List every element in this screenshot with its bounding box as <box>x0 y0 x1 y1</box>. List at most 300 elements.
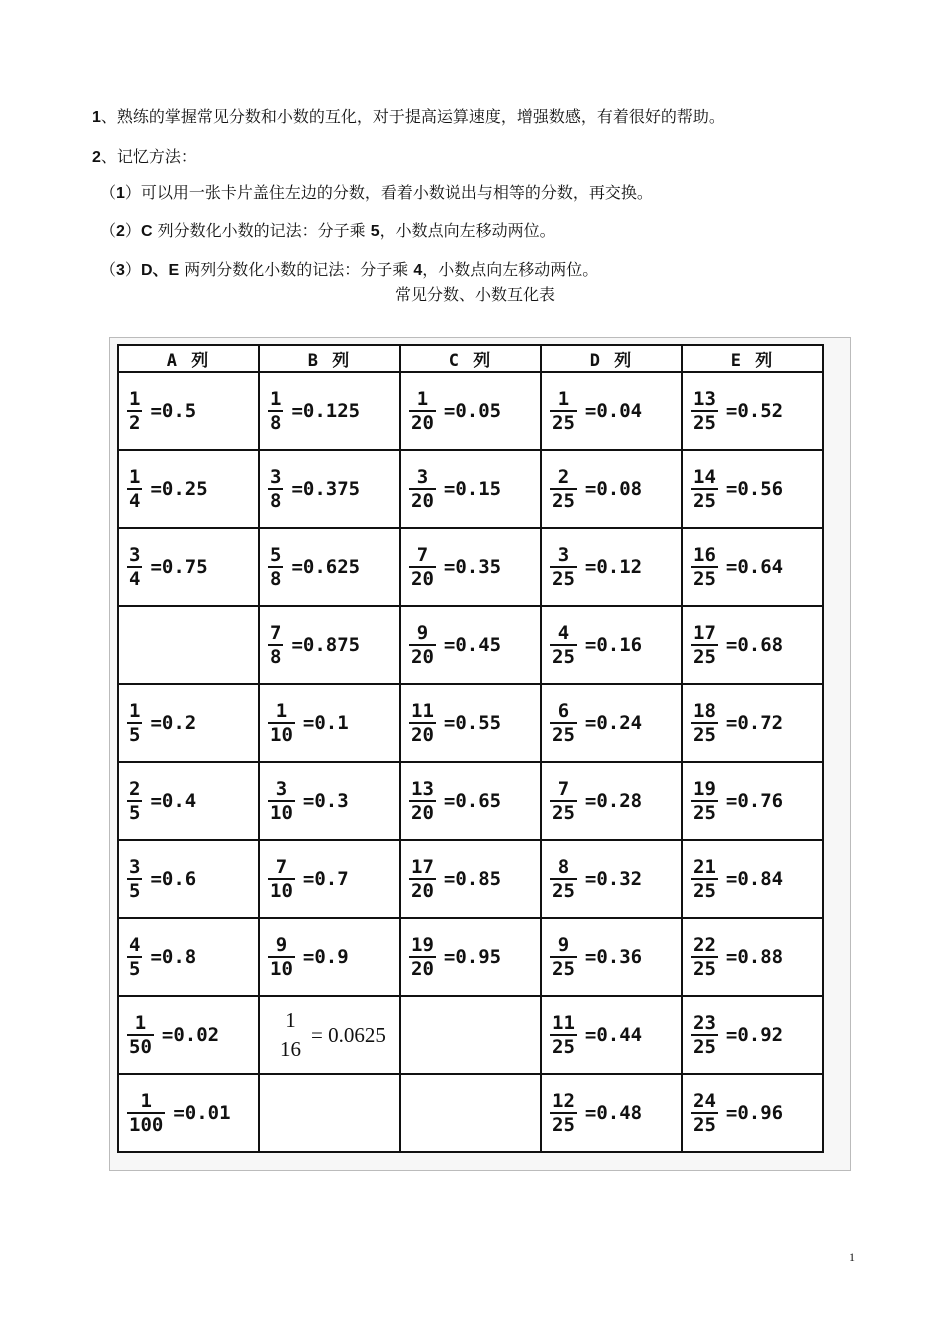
table-row <box>118 762 823 840</box>
denominator: 20 <box>411 646 434 668</box>
fraction <box>409 544 436 590</box>
numerator: 14 <box>693 466 716 488</box>
fraction-equation <box>683 778 822 824</box>
table-cell <box>682 528 823 606</box>
numerator: 19 <box>411 934 434 956</box>
table-cell <box>259 528 400 606</box>
denominator: 25 <box>552 724 575 746</box>
fraction-equation <box>401 934 540 980</box>
decimal-value: =0.875 <box>291 634 361 656</box>
fraction <box>691 388 718 434</box>
denominator: 5 <box>129 724 141 746</box>
decimal-value: =0.08 <box>584 478 643 500</box>
fraction <box>409 622 436 668</box>
fraction-equation <box>542 466 681 512</box>
denominator: 16 <box>280 1037 301 1061</box>
table-cell <box>400 684 541 762</box>
table-cell <box>682 918 823 996</box>
table-cell <box>259 606 400 684</box>
denominator: 5 <box>129 802 141 824</box>
decimal-value: =0.16 <box>584 634 643 656</box>
table-cell <box>400 840 541 918</box>
table-cell <box>259 840 400 918</box>
denominator: 25 <box>693 1114 716 1136</box>
fraction-equation <box>683 622 822 668</box>
fraction-equation <box>260 388 399 434</box>
fraction-equation <box>260 544 399 590</box>
table-row <box>118 528 823 606</box>
fraction <box>409 388 436 434</box>
fraction-equation <box>119 934 258 980</box>
table-cell <box>541 528 682 606</box>
fraction-equation <box>260 466 399 512</box>
fraction <box>550 778 577 824</box>
table-cell <box>118 450 259 528</box>
decimal-value: =0.88 <box>725 946 784 968</box>
table-cell <box>118 606 259 684</box>
denominator: 8 <box>270 412 282 434</box>
fraction-equation <box>683 388 822 434</box>
column-header: A 列 <box>118 345 259 372</box>
decimal-value: =0.02 <box>161 1024 220 1046</box>
decimal-value: =0.7 <box>302 868 349 890</box>
table-cell <box>682 840 823 918</box>
fraction-equation <box>683 544 822 590</box>
fraction-equation <box>542 1012 681 1058</box>
decimal-value: =0.4 <box>150 790 197 812</box>
column-header: E 列 <box>682 345 823 372</box>
decimal-value: =0.76 <box>725 790 784 812</box>
table-cell <box>118 762 259 840</box>
numerator: 13 <box>693 388 716 410</box>
table-cell <box>118 996 259 1074</box>
decimal-value: =0.125 <box>291 400 361 422</box>
numerator: 17 <box>693 622 716 644</box>
denominator: 25 <box>552 568 575 590</box>
fraction <box>691 466 718 512</box>
fraction-equation <box>683 934 822 980</box>
fraction-equation <box>260 934 399 980</box>
table-cell <box>118 528 259 606</box>
denominator: 10 <box>270 880 293 902</box>
decimal-value: =0.01 <box>173 1102 231 1124</box>
decimal-value: =0.52 <box>725 400 784 422</box>
denominator: 25 <box>552 880 575 902</box>
fraction-equation <box>401 700 540 746</box>
fraction-equation <box>542 622 681 668</box>
denominator: 25 <box>693 802 716 824</box>
fraction-equation <box>542 934 681 980</box>
denominator: 25 <box>552 490 575 512</box>
numerator: 3 <box>557 544 570 566</box>
denominator: 20 <box>411 412 434 434</box>
denominator: 25 <box>552 958 575 980</box>
fraction <box>550 1012 577 1058</box>
fraction <box>268 856 295 902</box>
table-cell <box>118 372 259 450</box>
table-cell <box>400 1074 541 1152</box>
fraction <box>268 466 283 512</box>
numerator: 2 <box>557 466 570 488</box>
fraction <box>127 1090 165 1136</box>
table-cell <box>400 528 541 606</box>
fraction <box>409 856 436 902</box>
fraction <box>691 700 718 746</box>
denominator: 25 <box>552 802 575 824</box>
fraction-equation <box>260 856 399 902</box>
intro-paragraph: 1、熟练的掌握常见分数和小数的互化，对于提高运算速度，增强数感，有着很好的帮助。 <box>92 107 725 126</box>
fraction <box>550 1090 577 1136</box>
numerator: 1 <box>557 388 570 410</box>
fraction <box>550 466 577 512</box>
decimal-value: =0.24 <box>584 712 643 734</box>
table-caption: 常见分数、小数互化表 <box>394 285 555 304</box>
fraction-decimal-table <box>117 344 824 1153</box>
decimal-value: =0.3 <box>302 790 349 812</box>
numerator: 16 <box>693 544 716 566</box>
table-cell <box>541 684 682 762</box>
numerator: 5 <box>270 544 282 566</box>
numerator: 7 <box>275 856 288 878</box>
decimal-value: =0.65 <box>443 790 502 812</box>
table-cell <box>118 840 259 918</box>
denominator: 25 <box>693 1036 716 1058</box>
fraction <box>268 778 295 824</box>
fraction <box>127 778 142 824</box>
denominator: 25 <box>552 1036 575 1058</box>
fraction <box>127 700 142 746</box>
table-cell <box>259 684 400 762</box>
denominator: 25 <box>693 724 716 746</box>
denominator: 20 <box>411 958 434 980</box>
denominator: 50 <box>129 1036 152 1058</box>
table-cell <box>541 372 682 450</box>
denominator: 25 <box>693 490 716 512</box>
numerator: 2 <box>129 778 141 800</box>
numerator: 3 <box>270 466 282 488</box>
decimal-value: =0.9 <box>302 946 349 968</box>
denominator: 8 <box>270 568 282 590</box>
decimal-value: =0.12 <box>584 556 643 578</box>
decimal-value: = 0.0625 <box>311 1022 386 1047</box>
decimal-value: =0.48 <box>584 1102 643 1124</box>
decimal-value: =0.45 <box>443 634 502 656</box>
fraction-equation <box>542 778 681 824</box>
fraction-equation <box>119 466 258 512</box>
table-cell <box>400 450 541 528</box>
table-cell <box>541 996 682 1074</box>
table-cell <box>259 450 400 528</box>
numerator: 19 <box>693 778 716 800</box>
denominator: 20 <box>411 490 434 512</box>
denominator: 25 <box>693 412 716 434</box>
table-cell <box>541 762 682 840</box>
table-row <box>118 1074 823 1152</box>
fraction <box>691 622 718 668</box>
numerator: 1 <box>140 1090 152 1112</box>
fraction <box>550 934 577 980</box>
fraction-equation <box>260 622 399 668</box>
denominator: 2 <box>129 412 141 434</box>
fraction-equation <box>401 622 540 668</box>
table-cell <box>400 372 541 450</box>
decimal-value: =0.68 <box>725 634 784 656</box>
decimal-value: =0.8 <box>150 946 197 968</box>
numerator: 8 <box>557 856 570 878</box>
fraction-equation <box>260 778 399 824</box>
decimal-value: =0.6 <box>150 868 197 890</box>
denominator: 25 <box>693 880 716 902</box>
fraction-equation <box>260 700 399 746</box>
numerator: 17 <box>411 856 434 878</box>
numerator: 23 <box>693 1012 716 1034</box>
decimal-value: =0.64 <box>725 556 784 578</box>
method-step-2: （2）C 列分数化小数的记法：分子乘 5，小数点向左移动两位。 <box>100 221 556 240</box>
fraction-equation <box>683 1090 822 1136</box>
denominator: 25 <box>693 568 716 590</box>
denominator: 8 <box>270 646 282 668</box>
denominator: 25 <box>693 646 716 668</box>
table-cell <box>259 996 400 1074</box>
fraction <box>550 622 577 668</box>
table-cell <box>400 762 541 840</box>
table-row <box>118 996 823 1074</box>
fraction <box>127 856 142 902</box>
table-cell <box>682 996 823 1074</box>
table-cell <box>400 918 541 996</box>
fraction-equation <box>401 388 540 434</box>
fraction <box>550 544 577 590</box>
table-cell <box>541 1074 682 1152</box>
table-cell <box>541 918 682 996</box>
numerator: 11 <box>552 1012 575 1034</box>
table-header-row <box>118 345 823 372</box>
method-step-1: （1）可以用一张卡片盖住左边的分数，看着小数说出与相等的分数，再交换。 <box>100 183 653 202</box>
fraction <box>550 700 577 746</box>
fraction <box>550 856 577 902</box>
denominator: 20 <box>411 880 434 902</box>
numerator: 11 <box>411 700 434 722</box>
fraction <box>409 466 436 512</box>
numerator: 1 <box>416 388 429 410</box>
table-cell <box>118 1074 259 1152</box>
fraction-equation <box>119 700 258 746</box>
table-cell <box>682 450 823 528</box>
denominator: 20 <box>411 568 434 590</box>
fraction-equation <box>260 1007 399 1063</box>
table-cell <box>541 840 682 918</box>
fraction-equation <box>119 544 258 590</box>
numerator: 9 <box>275 934 288 956</box>
decimal-value: =0.32 <box>584 868 643 890</box>
fraction <box>268 544 283 590</box>
denominator: 10 <box>270 802 293 824</box>
denominator: 25 <box>693 958 716 980</box>
numerator: 6 <box>557 700 570 722</box>
fraction-equation <box>542 544 681 590</box>
fraction-equation <box>683 700 822 746</box>
table-cell <box>682 1074 823 1152</box>
numerator: 4 <box>129 934 141 956</box>
fraction-equation <box>683 1012 822 1058</box>
table-cell <box>400 996 541 1074</box>
numerator: 22 <box>693 934 716 956</box>
table-cell <box>118 918 259 996</box>
decimal-value: =0.5 <box>150 400 197 422</box>
decimal-value: =0.96 <box>725 1102 784 1124</box>
table-row <box>118 840 823 918</box>
numerator: 1 <box>275 700 288 722</box>
decimal-value: =0.72 <box>725 712 784 734</box>
table-row <box>118 918 823 996</box>
decimal-value: =0.56 <box>725 478 784 500</box>
numerator: 24 <box>693 1090 716 1112</box>
denominator: 8 <box>270 490 282 512</box>
numerator: 7 <box>416 544 429 566</box>
fraction <box>127 1012 154 1058</box>
page-number: 1 <box>849 1250 855 1264</box>
table-row <box>118 450 823 528</box>
table-cell <box>682 606 823 684</box>
fraction-equation <box>119 388 258 434</box>
column-header: D 列 <box>541 345 682 372</box>
decimal-value: =0.2 <box>150 712 197 734</box>
numerator: 18 <box>693 700 716 722</box>
numerator: 4 <box>557 622 570 644</box>
fraction-equation <box>542 700 681 746</box>
fraction-equation <box>119 1012 258 1058</box>
table-cell <box>400 606 541 684</box>
column-header: B 列 <box>259 345 400 372</box>
denominator: 10 <box>270 724 293 746</box>
fraction <box>409 778 436 824</box>
decimal-value: =0.28 <box>584 790 643 812</box>
table-cell <box>118 684 259 762</box>
decimal-value: =0.15 <box>443 478 502 500</box>
denominator: 5 <box>129 958 141 980</box>
fraction-equation <box>401 856 540 902</box>
method-heading: 2、记忆方法： <box>92 147 197 166</box>
denominator: 10 <box>270 958 293 980</box>
fraction <box>127 388 142 434</box>
numerator: 13 <box>411 778 434 800</box>
numerator: 1 <box>285 1008 296 1032</box>
numerator: 9 <box>416 622 429 644</box>
fraction-equation <box>401 778 540 824</box>
table-row <box>118 684 823 762</box>
numerator: 3 <box>129 544 141 566</box>
decimal-value: =0.75 <box>150 556 208 578</box>
numerator: 1 <box>129 388 141 410</box>
decimal-value: =0.84 <box>725 868 784 890</box>
table-cell <box>541 606 682 684</box>
table-cell <box>259 918 400 996</box>
numerator: 1 <box>129 466 141 488</box>
numerator: 3 <box>129 856 141 878</box>
fraction <box>691 778 718 824</box>
numerator: 1 <box>134 1012 147 1034</box>
denominator: 25 <box>552 1114 575 1136</box>
decimal-value: =0.05 <box>443 400 502 422</box>
fraction <box>691 544 718 590</box>
fraction <box>409 700 436 746</box>
fraction-equation <box>401 466 540 512</box>
fraction <box>268 934 295 980</box>
table-cell <box>259 372 400 450</box>
table-cell <box>682 372 823 450</box>
table-cell <box>682 762 823 840</box>
fraction-equation <box>119 778 258 824</box>
denominator: 4 <box>129 568 141 590</box>
fraction <box>127 934 142 980</box>
decimal-value: =0.55 <box>443 712 502 734</box>
numerator: 1 <box>129 700 141 722</box>
numerator: 3 <box>275 778 288 800</box>
fraction <box>268 622 283 668</box>
table-cell <box>541 450 682 528</box>
decimal-value: =0.44 <box>584 1024 643 1046</box>
fraction <box>278 1007 303 1063</box>
fraction <box>691 1090 718 1136</box>
table-cell <box>259 762 400 840</box>
fraction <box>691 934 718 980</box>
denominator: 25 <box>552 412 575 434</box>
fraction-equation <box>119 1090 258 1136</box>
numerator: 12 <box>552 1090 575 1112</box>
fraction-equation <box>401 544 540 590</box>
numerator: 1 <box>270 388 282 410</box>
table-row <box>118 606 823 684</box>
denominator: 100 <box>129 1114 164 1136</box>
decimal-value: =0.1 <box>302 712 349 734</box>
denominator: 5 <box>129 880 141 902</box>
fraction <box>268 700 295 746</box>
decimal-value: =0.85 <box>443 868 502 890</box>
fraction-equation <box>542 1090 681 1136</box>
fraction <box>691 1012 718 1058</box>
column-header: C 列 <box>400 345 541 372</box>
table-cell <box>682 684 823 762</box>
denominator: 25 <box>552 646 575 668</box>
decimal-value: =0.92 <box>725 1024 784 1046</box>
numerator: 7 <box>557 778 570 800</box>
method-step-3: （3）D、E 两列分数化小数的记法：分子乘 4，小数点向左移动两位。 <box>100 260 599 279</box>
fraction <box>691 856 718 902</box>
denominator: 4 <box>129 490 141 512</box>
decimal-value: =0.625 <box>291 556 361 578</box>
decimal-value: =0.25 <box>150 478 208 500</box>
decimal-value: =0.04 <box>584 400 643 422</box>
numerator: 3 <box>416 466 429 488</box>
fraction-equation <box>542 856 681 902</box>
fraction-equation <box>683 466 822 512</box>
fraction-equation <box>542 388 681 434</box>
fraction <box>268 388 283 434</box>
fraction <box>127 544 142 590</box>
fraction-equation <box>683 856 822 902</box>
denominator: 20 <box>411 724 434 746</box>
denominator: 20 <box>411 802 434 824</box>
fraction-equation <box>119 856 258 902</box>
decimal-value: =0.95 <box>443 946 502 968</box>
decimal-value: =0.35 <box>443 556 502 578</box>
fraction <box>127 466 142 512</box>
table-cell <box>259 1074 400 1152</box>
decimal-value: =0.375 <box>291 478 361 500</box>
fraction <box>550 388 577 434</box>
numerator: 21 <box>693 856 716 878</box>
table-row <box>118 372 823 450</box>
